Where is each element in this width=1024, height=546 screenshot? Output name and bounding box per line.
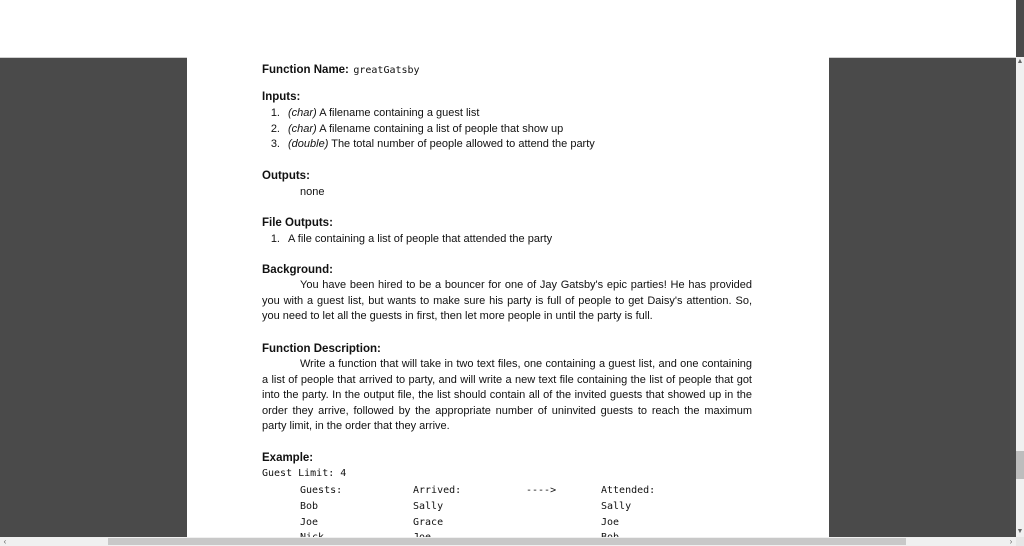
vertical-scroll-thumb[interactable] <box>1016 451 1024 479</box>
example-heading: Example: <box>262 452 314 464</box>
inputs-heading: Inputs: <box>262 91 301 103</box>
input-item <box>262 138 595 150</box>
function-description-heading: Function Description: <box>262 343 381 355</box>
top-toolbar <box>0 0 1016 58</box>
outputs-value: none <box>300 186 325 198</box>
function-name-value: greatGatsby <box>353 65 420 76</box>
input-type: (char) <box>288 123 317 135</box>
arrived-cell: Sally <box>413 501 444 512</box>
file-output-text: A file containing a list of people that attended the party <box>288 233 553 245</box>
input-text: The total number of people allowed to attend the party <box>331 138 595 150</box>
file-output-item <box>262 233 552 245</box>
horizontal-scroll-thumb[interactable] <box>108 538 906 545</box>
function-name-line <box>262 60 420 78</box>
scroll-up-icon[interactable]: ▲ <box>1016 58 1024 65</box>
file-outputs-heading: File Outputs: <box>262 217 333 229</box>
background-heading: Background: <box>262 264 333 276</box>
input-text: A filename containing a list of people that show up <box>319 123 564 135</box>
document-page <box>187 57 829 537</box>
outputs-heading: Outputs: <box>262 170 310 182</box>
function-name-label: Function Name: <box>262 64 349 76</box>
attended-cell: Sally <box>601 501 632 512</box>
scroll-down-icon[interactable]: ▼ <box>1016 528 1024 535</box>
scroll-right-icon[interactable]: › <box>1009 537 1013 546</box>
input-text: A filename containing a guest list <box>319 107 480 119</box>
function-description-text: Write a function that will take in two text files, one containing a guest list, and one containing a list of people that arrived to party, and will write a new text file containing the list of people that got into the party. In the output file, the list should contain all of the invited guests that showed up in the order they arrive, followed by the appropriate number of uninvited guests to reach the maximum party limit, in the order that they arrive. <box>262 358 752 432</box>
scroll-left-icon[interactable]: ‹ <box>3 537 7 546</box>
vertical-scrollbar[interactable] <box>1016 57 1024 537</box>
guest-cell: Bob <box>300 501 319 512</box>
input-item <box>262 123 563 135</box>
col-guests-header: Guests: <box>300 485 343 496</box>
arrow: ----> <box>526 485 557 496</box>
input-num: 3. <box>270 138 280 150</box>
guest-cell: Joe <box>300 517 319 528</box>
input-num: 1. <box>270 107 280 119</box>
file-output-num: 1. <box>270 233 280 245</box>
background-text: You have been hired to be a bouncer for one of Jay Gatsby's epic parties! He has provided you with a guest list, but wants to make sure his party is full of people to get Daisy's attention. So, you need to let all the guests in first, then let more people in until the party is full. <box>262 279 752 322</box>
input-item <box>262 107 479 119</box>
col-attended-header: Attended: <box>601 485 656 496</box>
arrived-cell: Grace <box>413 517 444 528</box>
horizontal-scrollbar[interactable] <box>0 537 1016 546</box>
col-arrived-header: Arrived: <box>413 485 462 496</box>
attended-cell: Joe <box>601 517 620 528</box>
input-type: (char) <box>288 107 317 119</box>
input-type: (double) <box>288 138 329 150</box>
scrollbar-corner <box>1016 537 1024 546</box>
input-num: 2. <box>270 123 280 135</box>
guest-limit: Guest Limit: 4 <box>262 468 347 479</box>
